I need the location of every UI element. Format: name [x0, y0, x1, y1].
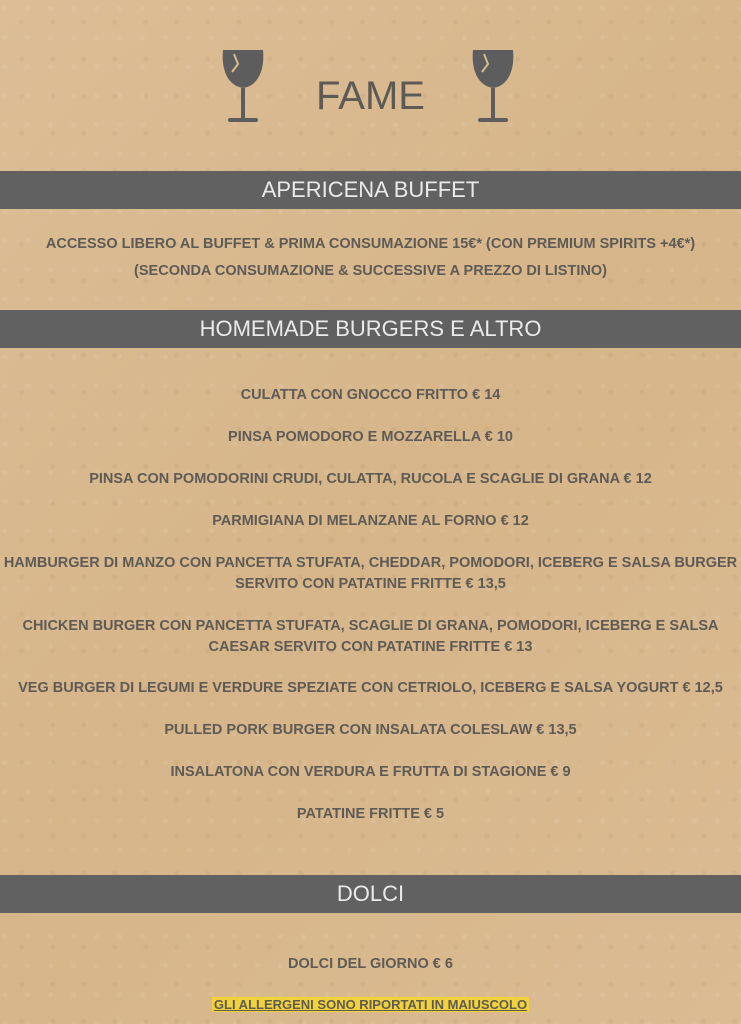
allergens-note	[0, 996, 741, 1014]
menu-item: DOLCI DEL GIORNO € 6	[288, 956, 453, 972]
menu-item: PINSA CON POMODORINI CRUDI, CULATTA, RUCOLA E SCAGLIE DI GRANA € 12	[89, 471, 652, 487]
apericena-line: ACCESSO LIBERO AL BUFFET & PRIMA CONSUMAZIONE 15€* (CON PREMIUM SPIRITS +4€*)	[45, 236, 696, 252]
menu-item: CAESAR SERVITO CON PATATINE FRITTE € 13	[208, 639, 533, 655]
section-header-burgers: HOMEMADE BURGERS E ALTRO	[0, 310, 741, 348]
section-header-apericena: APERICENA BUFFET	[0, 171, 741, 209]
menu-item: INSALATONA CON VERDURA E FRUTTA DI STAGIONE € 9	[170, 764, 571, 780]
section-header-dolci: DOLCI	[0, 875, 741, 913]
menu-item: PINSA POMODORO E MOZZARELLA € 10	[228, 429, 513, 445]
menu-item: PATATINE FRITTE € 5	[296, 806, 445, 822]
menu-item: VEG BURGER DI LEGUMI E VERDURE SPEZIATE CON CETRIOLO, ICEBERG E SALSA YOGURT € 12,5	[18, 680, 723, 696]
menu-header	[0, 40, 741, 140]
menu-item: PARMIGIANA DI MELANZANE AL FORNO € 12	[212, 513, 529, 529]
menu-item: SERVITO CON PATATINE FRITTE € 13,5	[235, 576, 506, 592]
menu-item: PULLED PORK BURGER CON INSALATA COLESLAW € 13,5	[164, 722, 577, 738]
page-title: FAME	[316, 74, 425, 118]
apericena-line: (SECONDA CONSUMAZIONE & SUCCESSIVE A PREZZO DI LISTINO)	[134, 263, 607, 279]
menu-item: CHICKEN BURGER CON PANCETTA STUFATA, SCAGLIE DI GRANA, POMODORI, ICEBERG E SALSA	[22, 618, 719, 634]
menu-item: CULATTA CON GNOCCO FRITTO € 14	[240, 387, 501, 403]
wine-glass-icon	[470, 48, 516, 128]
menu-item: HAMBURGER DI MANZO CON PANCETTA STUFATA, CHEDDAR, POMODORI, ICEBERG E SALSA BURGER	[3, 555, 738, 571]
allergens-note-text: GLI ALLERGENI SONO RIPORTATI IN MAIUSCOLO	[213, 997, 528, 1012]
